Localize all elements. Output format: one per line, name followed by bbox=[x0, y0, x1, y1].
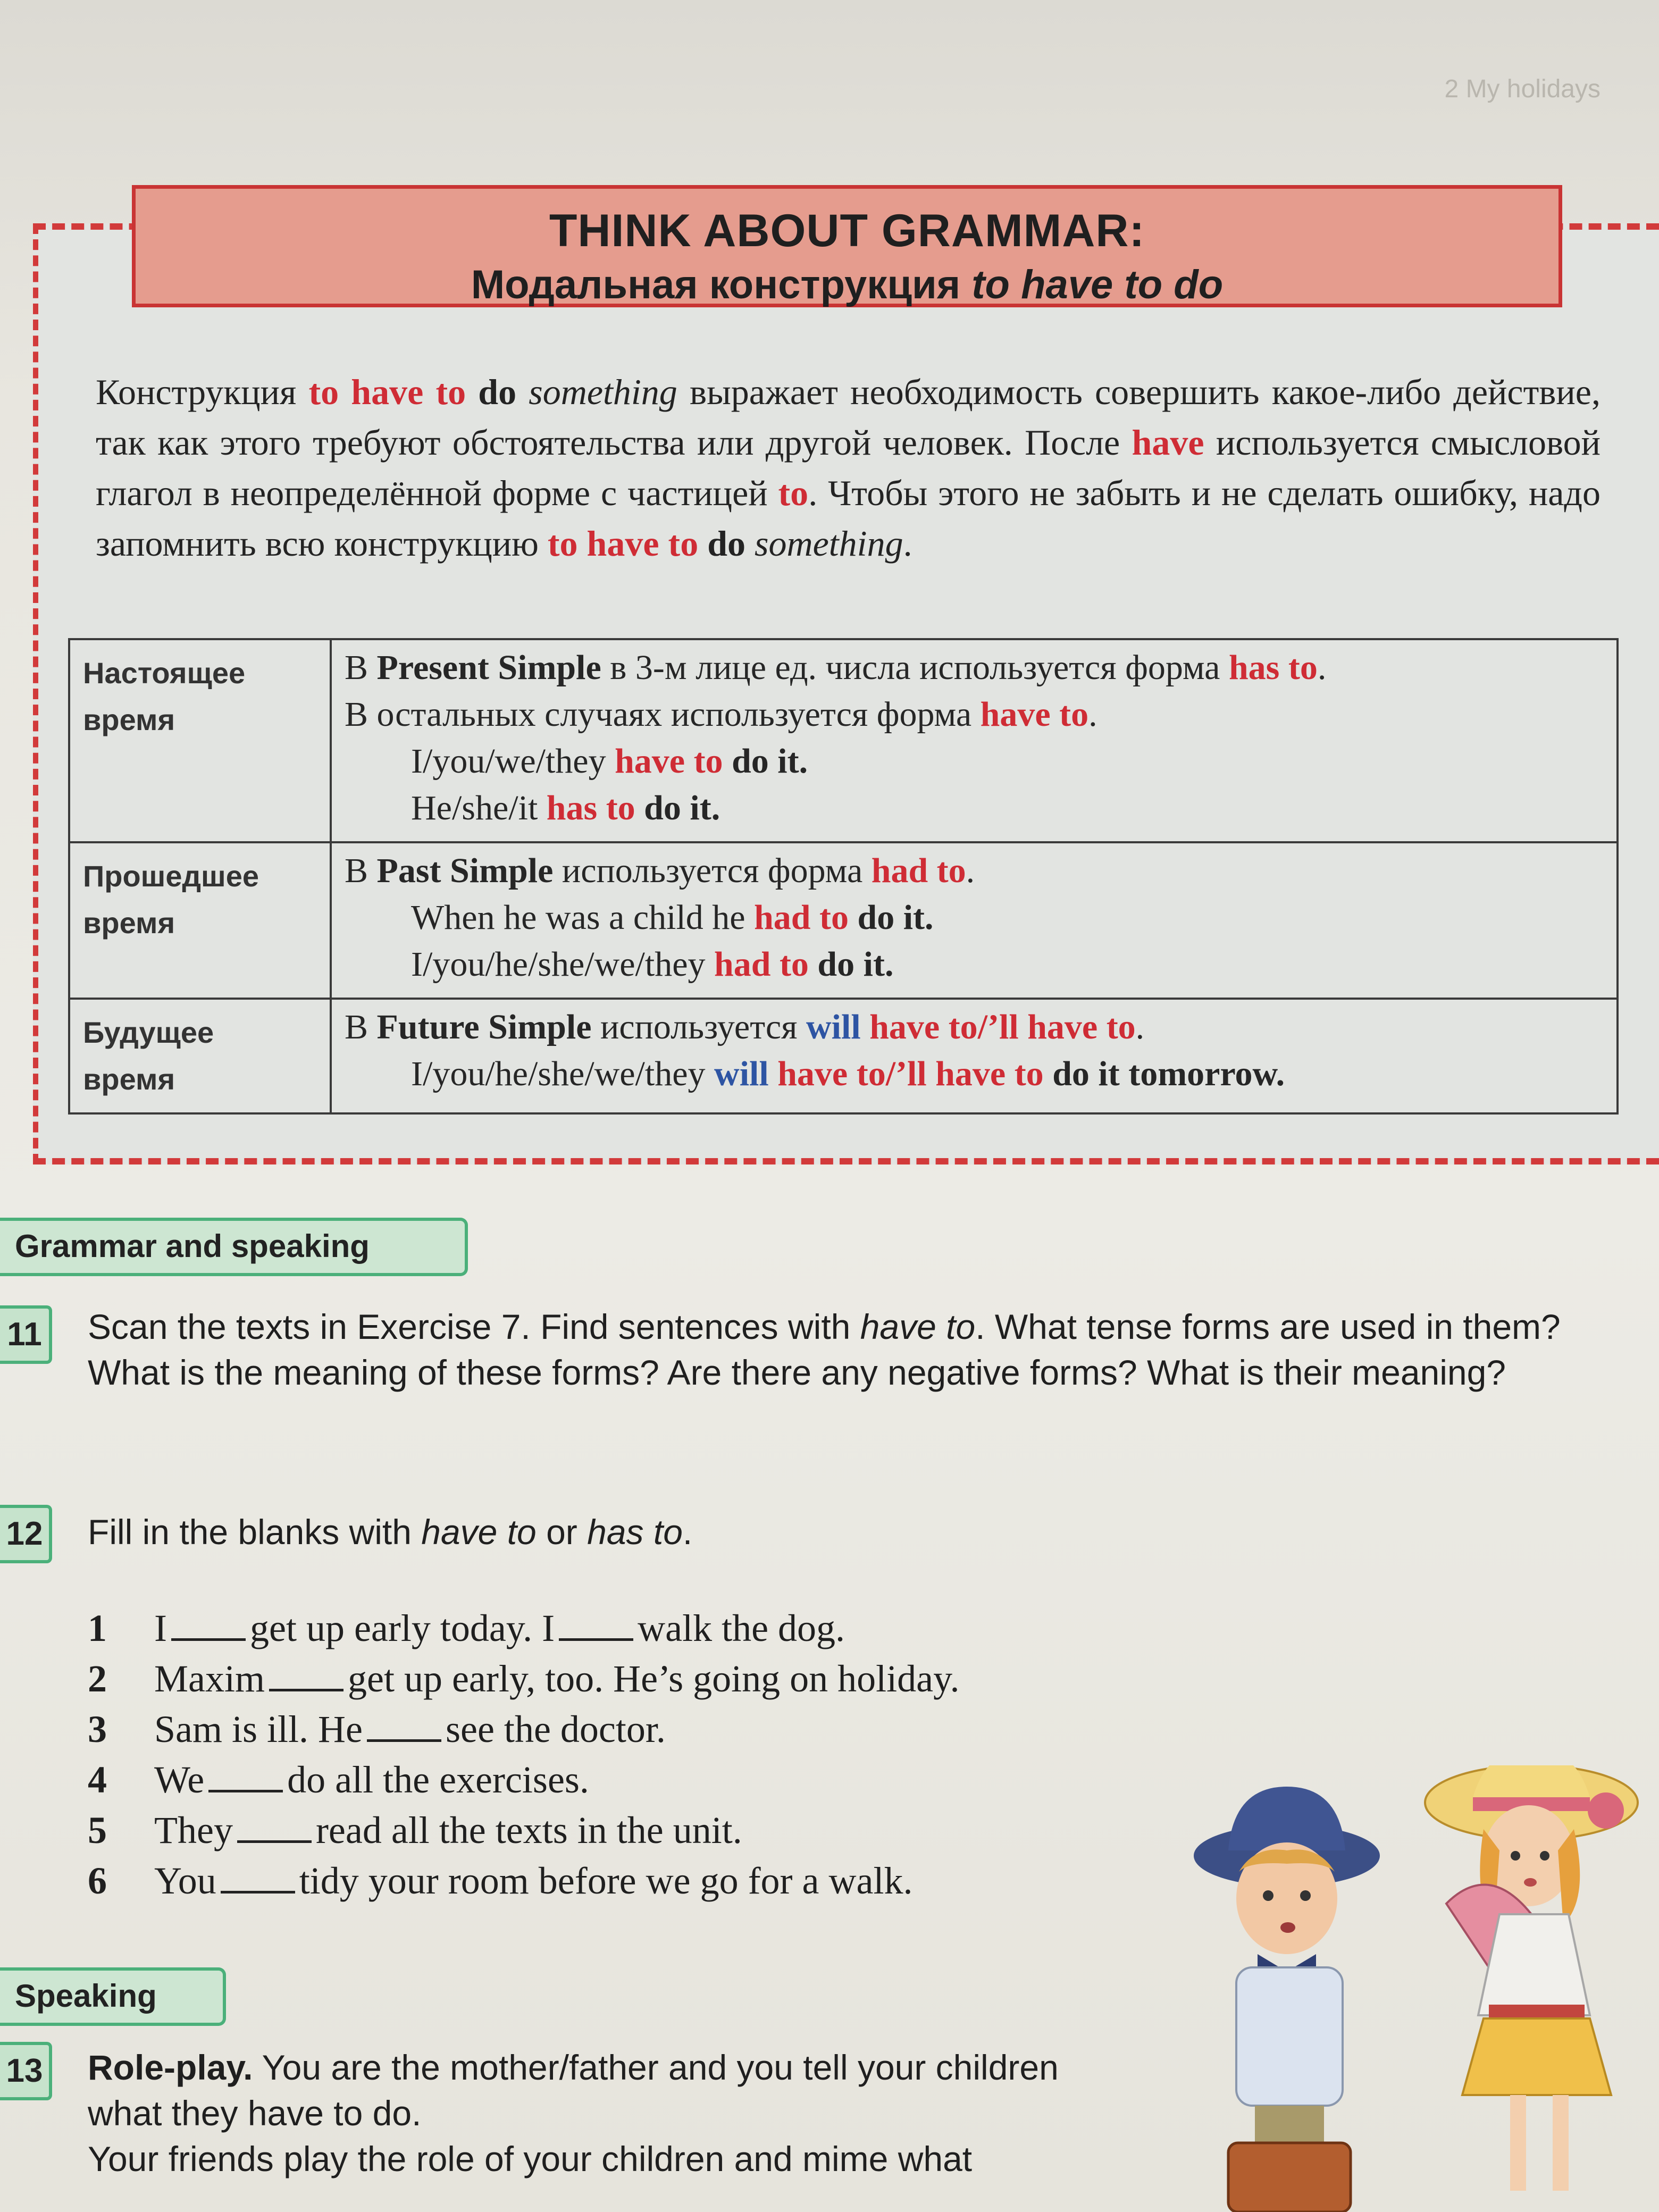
section-band-speaking: Speaking bbox=[0, 1967, 226, 2026]
exercise-12-instruction: Fill in the blanks with have to or has to. bbox=[88, 1512, 693, 1552]
exercise-number-13: 13 bbox=[0, 2042, 52, 2100]
exercise-13-text: Role-play. You are the mother/father and you tell your children what they have to do. Your friends play the role of your children and mime what bbox=[88, 2048, 1059, 2179]
list-item: 2 Maxim get up early, too. He’s going on holiday. bbox=[88, 1657, 960, 1700]
answer-blank bbox=[269, 1657, 343, 1691]
table-row-past bbox=[69, 842, 1618, 999]
grammar-table bbox=[68, 638, 1619, 1115]
exercise-number-11: 11 bbox=[0, 1305, 52, 1364]
row-content: В Past Simple используется форма had to. When he was a child he had to do it. I/you/he/she/we/they had to do it. bbox=[331, 842, 1618, 999]
row-label: Прошедшее время bbox=[69, 842, 331, 999]
grammar-intro: Конструкция to have to do something выражает необходимость совершить какое-либо действие, так как этого требуют обстоятельства или другой человек. После have используется смысловой глагол в неопределённой форме с частицей to. Чтобы этого не забыть и не сделать ошибку, надо запомнить всю конструкцию to have to do something. bbox=[96, 372, 1601, 564]
page-header: 2 My holidays bbox=[1444, 75, 1601, 103]
exercise-12-items bbox=[88, 1603, 959, 1906]
grammar-title-box bbox=[132, 185, 1562, 307]
row-label: Будущее время bbox=[69, 999, 331, 1113]
list-item: 4 We do all the exercises. bbox=[88, 1758, 589, 1801]
answer-blank bbox=[367, 1707, 441, 1742]
grammar-subtitle: Модальная конструкция to have to do bbox=[471, 262, 1224, 307]
list-item: 1 I get up early today. I walk the dog. bbox=[88, 1607, 845, 1649]
table-row-future bbox=[69, 999, 1618, 1113]
exercise-11-text: Scan the texts in Exercise 7. Find sentences with have to. What tense forms are used in them? What is the meaning of these forms? Are there any negative forms? What is their meaning? bbox=[88, 1307, 1561, 1392]
row-content: В Present Simple в 3-м лице ед. числа используется форма has to. В остальных случаях используется форма have to. I/you/we/they have to do it. He/she/it has to do it. bbox=[331, 639, 1618, 842]
answer-blank bbox=[237, 1808, 312, 1843]
section-band-grammar-speaking: Grammar and speaking bbox=[0, 1218, 468, 1276]
answer-blank bbox=[171, 1606, 246, 1641]
list-item: 5 They read all the texts in the unit. bbox=[88, 1809, 742, 1851]
grammar-title: THINK ABOUT GRAMMAR: bbox=[549, 205, 1145, 256]
list-item: 6 You tidy your room before we go for a walk. bbox=[88, 1859, 913, 1902]
answer-blank bbox=[221, 1859, 295, 1893]
answer-blank bbox=[559, 1606, 633, 1641]
exercise-number-12: 12 bbox=[0, 1505, 52, 1563]
table-row-present bbox=[69, 639, 1618, 842]
row-label: Настоящее время bbox=[69, 639, 331, 842]
children-illustration bbox=[1149, 1765, 1659, 2212]
list-item: 3 Sam is ill. He see the doctor. bbox=[88, 1708, 666, 1750]
row-content: В Future Simple используется will have to/’ll have to. I/you/he/she/we/they will have to/’ll have to do it tomorrow. bbox=[331, 999, 1618, 1113]
answer-blank bbox=[208, 1758, 283, 1792]
